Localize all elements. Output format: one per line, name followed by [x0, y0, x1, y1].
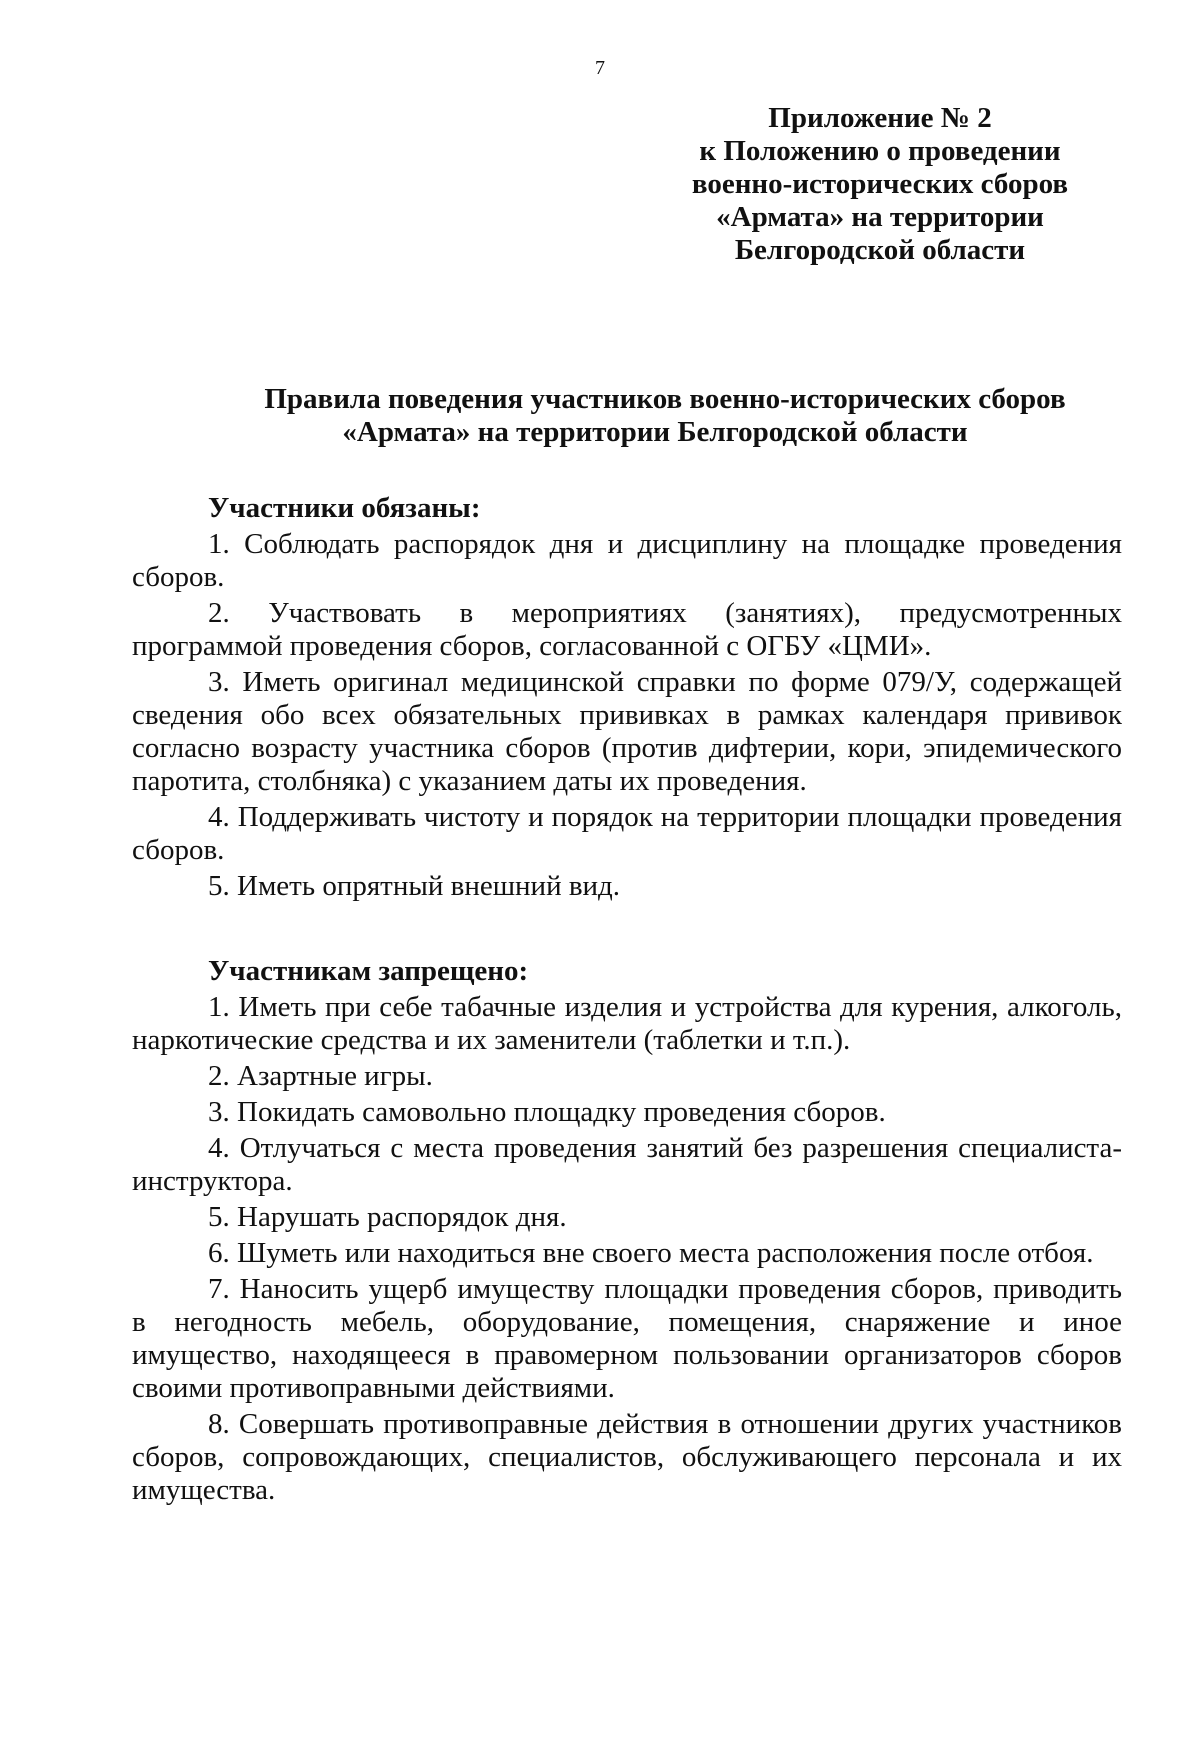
- appendix-line: к Положению о проведении: [699, 135, 1061, 167]
- prohibition-item: 3. Покидать самовольно площадку проведения сборов.: [208, 1096, 886, 1128]
- prohibition-item: 8. Совершать противоправные действия в отношении других участников сборов, сопровождающих, специалистов, обслуживающего персонала и их имущества.: [132, 1408, 1122, 1506]
- page-number: 7: [595, 57, 605, 79]
- prohibition-item: 7. Наносить ущерб имуществу площадки проведения сборов, приводить в негодность мебель, оборудование, помещения, снаряжение и иное имущество, находящееся в правомерном пользовании организаторов сборов своими противоправными действиями.: [132, 1273, 1122, 1404]
- title-line: Правила поведения участников военно-исторических сборов: [264, 383, 1066, 415]
- duties-section: [132, 492, 1122, 906]
- appendix-header: [650, 102, 1110, 267]
- appendix-line: Приложение № 2: [768, 102, 992, 134]
- prohibition-item: 4. Отлучаться с места проведения занятий без разрешения специалиста-инструктора.: [132, 1132, 1122, 1197]
- appendix-line: «Армата» на территории: [716, 201, 1044, 233]
- duty-item: 3. Иметь оригинал медицинской справки по форме 079/У, содержащей сведения обо всех обязательных прививках в рамках календаря прививок согласно возрасту участника сборов (против дифтерии, кори, эпидемического паротита, столбняка) с указанием даты их проведения.: [132, 666, 1122, 797]
- appendix-line: военно-исторических сборов: [691, 168, 1069, 200]
- document-title: [140, 383, 1070, 449]
- title-line: «Армата» на территории Белгородской области: [342, 416, 968, 448]
- prohibition-item: 1. Иметь при себе табачные изделия и устройства для курения, алкоголь, наркотические средства и их заменители (таблетки и т.п.).: [132, 991, 1122, 1056]
- prohibition-item: 2. Азартные игры.: [208, 1060, 433, 1092]
- appendix-line: Белгородской области: [734, 234, 1026, 266]
- duty-item: 4. Поддерживать чистоту и порядок на территории площадки проведения сборов.: [132, 801, 1122, 866]
- duty-item: 1. Соблюдать распорядок дня и дисциплину на площадке проведения сборов.: [132, 528, 1122, 593]
- duties-heading: Участники обязаны:: [208, 492, 481, 524]
- prohibition-item: 5. Нарушать распорядок дня.: [208, 1201, 567, 1233]
- duty-item: 5. Иметь опрятный внешний вид.: [208, 870, 621, 902]
- prohibition-item: 6. Шуметь или находиться вне своего места расположения после отбоя.: [208, 1237, 1094, 1269]
- prohibitions-section: [132, 955, 1122, 1510]
- duty-item: 2. Участвовать в мероприятиях (занятиях), предусмотренных программой проведения сборов, согласованной с ОГБУ «ЦМИ».: [132, 597, 1122, 662]
- prohibitions-heading: Участникам запрещено:: [208, 955, 529, 987]
